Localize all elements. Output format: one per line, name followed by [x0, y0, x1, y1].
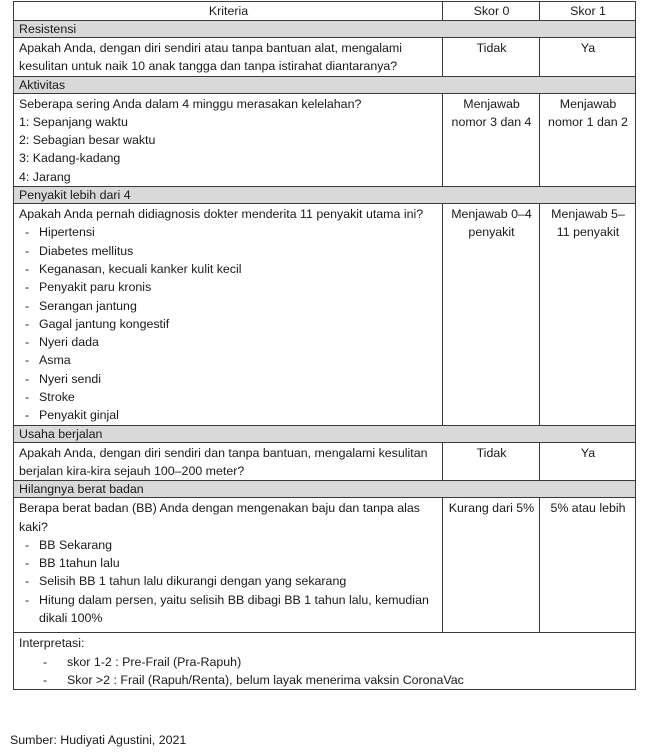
section-title: Penyakit lebih dari 4	[14, 187, 636, 204]
list-item: - Diabetes mellitus	[19, 242, 438, 260]
section-title: Aktivitas	[14, 76, 636, 93]
score0-cell: Kurang dari 5%	[443, 498, 540, 633]
interpretation-cell	[14, 633, 636, 690]
score1-cell: Menjawab nomor 1 dan 2	[540, 93, 636, 186]
criteria-question	[14, 498, 443, 633]
criteria-question	[14, 38, 443, 77]
interpretation-list	[19, 653, 631, 690]
answer-option: 1: Sepanjang waktu	[19, 114, 128, 129]
list-item: - Stroke	[19, 388, 438, 406]
section-row-walking	[14, 425, 636, 442]
section-title: Usaha berjalan	[14, 425, 636, 442]
list-item: - Serangan jantung	[19, 297, 438, 315]
score1-cell: 5% atau lebih	[540, 498, 636, 633]
question-text: Seberapa sering Anda dalam 4 minggu merasakan kelelahan?	[19, 96, 362, 111]
criteria-header: Kriteria	[14, 2, 443, 21]
frailty-criteria-table	[13, 1, 636, 690]
criteria-row-walking	[14, 442, 636, 481]
list-item: - Nyeri dada	[19, 333, 438, 351]
criteria-question	[14, 442, 443, 481]
question-text: Apakah Anda, dengan diri sendiri atau tanpa bantuan alat, mengalami kesulitan untuk naik 10 anak tangga dan tanpa istirahat diantaranya?	[19, 41, 403, 74]
question-text: Apakah Anda pernah didiagnosis dokter menderita 11 penyakit utama ini?	[19, 207, 424, 222]
interpretation-row	[14, 633, 636, 690]
section-title: Hilangnya berat badan	[14, 481, 636, 498]
score0-cell: Menjawab 0–4 penyakit	[443, 204, 540, 426]
section-title: Resistensi	[14, 21, 636, 38]
section-row-activity	[14, 76, 636, 93]
criteria-row-activity	[14, 93, 636, 186]
source-caption: Sumber: Hudiyati Agustini, 2021	[10, 733, 187, 747]
list-item: - Hipertensi	[19, 223, 438, 241]
list-item: - Nyeri sendi	[19, 370, 438, 388]
section-row-illness	[14, 187, 636, 204]
criteria-row-weight	[14, 498, 636, 633]
score0-cell: Menjawab nomor 3 dan 4	[443, 93, 540, 186]
criteria-row-illness	[14, 204, 636, 426]
answer-option: 2: Sebagian besar waktu	[19, 133, 156, 148]
list-item: - Asma	[19, 351, 438, 369]
illness-list	[19, 223, 438, 424]
answer-option: 3: Kadang-kadang	[19, 151, 121, 166]
list-item: - Selisih BB 1 tahun lalu dikurangi dengan yang sekarang	[19, 572, 438, 590]
interpretation-title: Interpretasi:	[19, 636, 85, 651]
question-text: Apakah Anda, dengan diri sendiri dan tanpa bantuan, mengalami kesulitan berjalan kira-kira sejauh 100–200 meter?	[19, 445, 428, 478]
criteria-question	[14, 204, 443, 426]
question-text: Berapa berat badan (BB) Anda dengan mengenakan baju dan tanpa alas kaki?	[19, 501, 420, 534]
table-header-row	[14, 2, 636, 21]
section-row-resistance	[14, 21, 636, 38]
score0-cell: Tidak	[443, 442, 540, 481]
list-item: - skor 1-2 : Pre-Frail (Pra-Rapuh)	[19, 653, 631, 671]
list-item: - Penyakit paru kronis	[19, 278, 438, 296]
criteria-row-resistance	[14, 38, 636, 77]
score1-header: Skor 1	[540, 2, 636, 21]
score1-cell: Ya	[540, 38, 636, 77]
list-item: - Keganasan, kecuali kanker kulit kecil	[19, 260, 438, 278]
score1-cell: Menjawab 5–11 penyakit	[540, 204, 636, 426]
list-item: - Hitung dalam persen, yaitu selisih BB dibagi BB 1 tahun lalu, kemudian dikali 100%	[19, 591, 438, 628]
list-item: - Skor >2 : Frail (Rapuh/Renta), belum layak menerima vaksin CoronaVac	[19, 671, 631, 689]
list-item: - BB Sekarang	[19, 536, 438, 554]
score0-cell: Tidak	[443, 38, 540, 77]
list-item: - Penyakit ginjal	[19, 406, 438, 424]
score0-header: Skor 0	[443, 2, 540, 21]
score1-cell: Ya	[540, 442, 636, 481]
list-item: - Gagal jantung kongestif	[19, 315, 438, 333]
answer-option: 4: Jarang	[19, 169, 71, 184]
criteria-question	[14, 93, 443, 186]
list-item: - BB 1tahun lalu	[19, 554, 438, 572]
section-row-weight	[14, 481, 636, 498]
weight-steps-list	[19, 536, 438, 627]
